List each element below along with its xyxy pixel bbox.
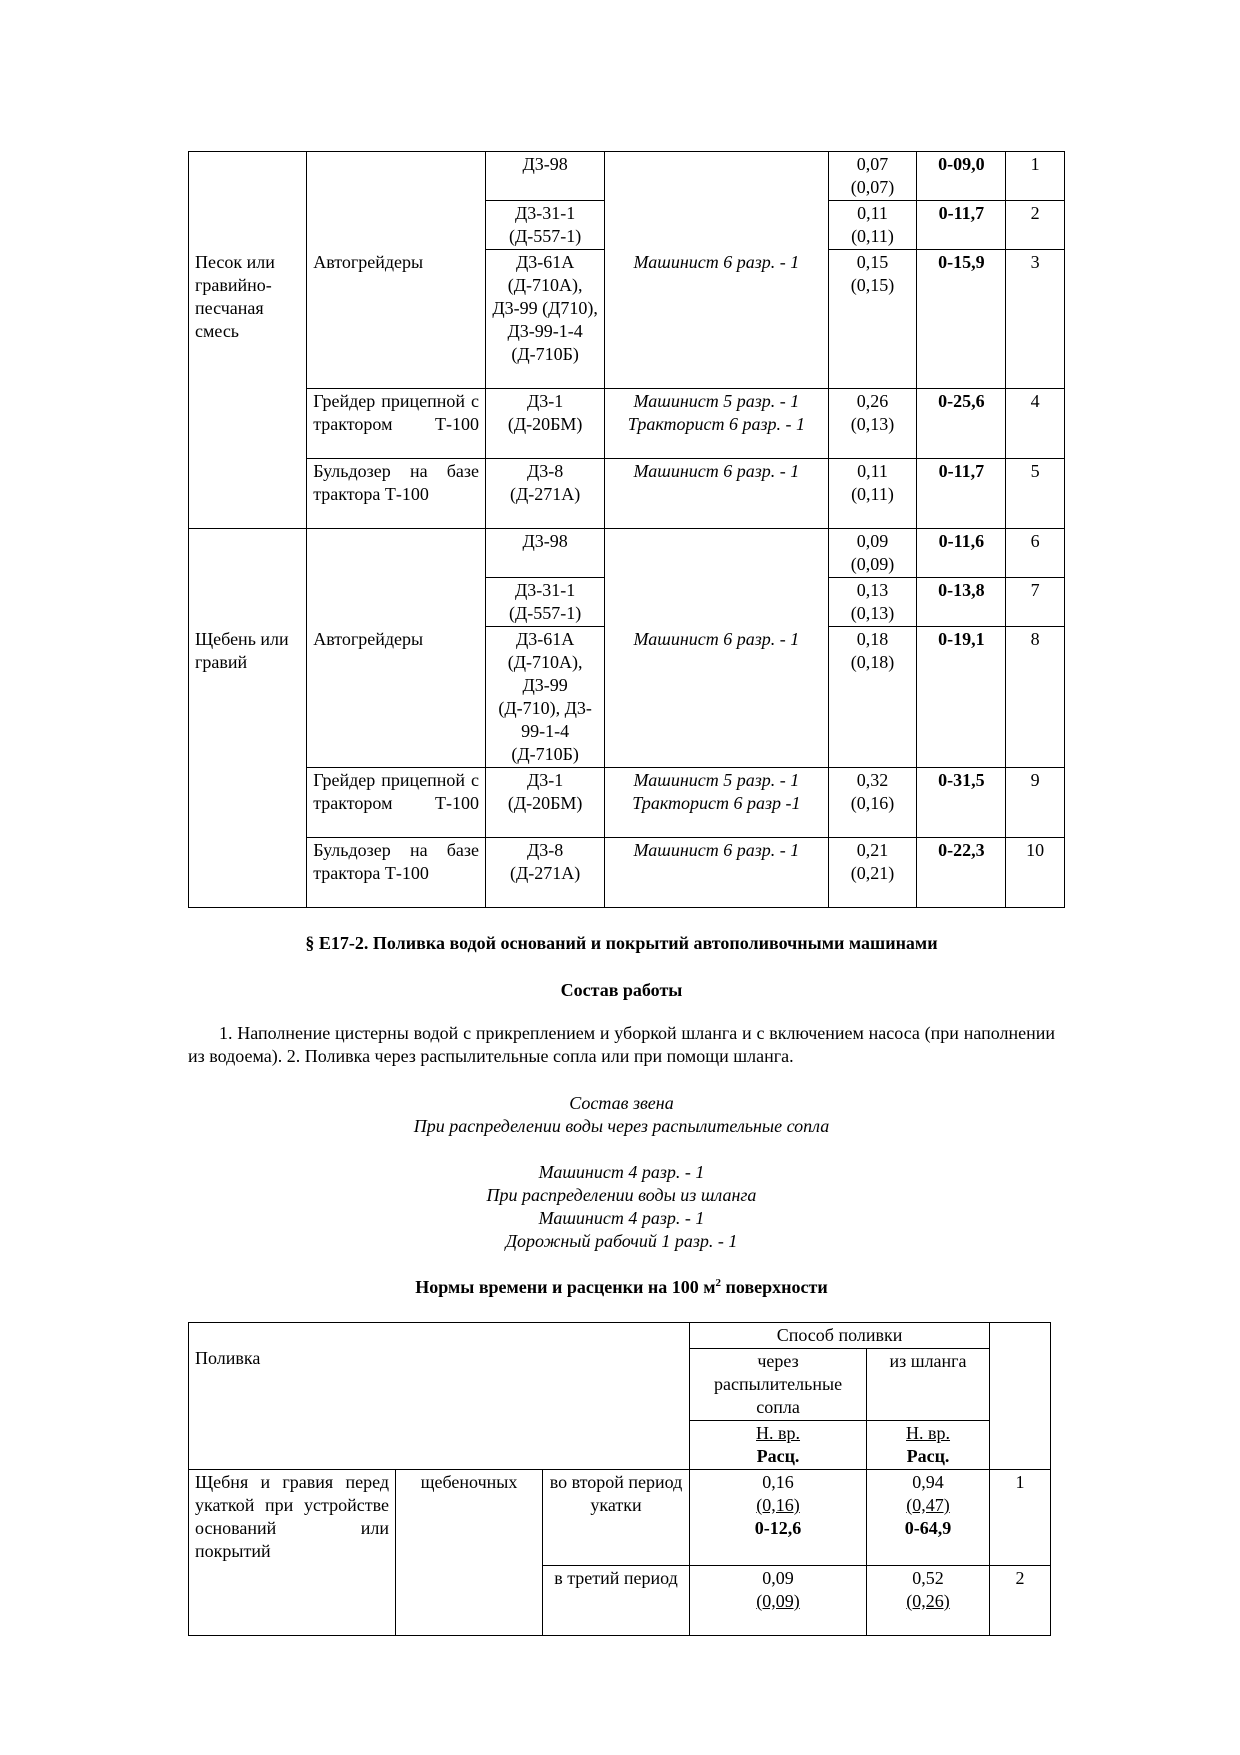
- brand-cell: Д3-61А (Д-710А), Д3-99 (Д710), Д3-99-1-4 (Д-710Б): [486, 250, 605, 389]
- crew-cell: Машинист 6 разр. - 1: [605, 627, 828, 768]
- price-cell: 0-22,3: [917, 838, 1006, 908]
- brand-cell: Д3-1 (Д-20БМ): [486, 768, 605, 838]
- material-cell: [189, 389, 307, 459]
- hvr-cell: 0,13 (0,13): [828, 578, 917, 627]
- crew-cell: [605, 201, 828, 250]
- table-row: [189, 1323, 1051, 1349]
- price-cell: 0-13,8: [917, 578, 1006, 627]
- hvr-cell: 0,18 (0,18): [828, 627, 917, 768]
- table-row: [189, 250, 1065, 389]
- brand-cell: Д3-8 (Д-271А): [486, 459, 605, 529]
- crew-cell: Машинист 6 разр. - 1: [605, 459, 828, 529]
- brand-cell: Д3-98: [486, 152, 605, 201]
- crew-heading: Состав звена: [569, 1093, 674, 1113]
- machine-cell: [307, 152, 486, 201]
- work-heading: Состав работы: [560, 980, 683, 1000]
- hvr-cell: 0,07 (0,07): [828, 152, 917, 201]
- method-2-header: из шланга: [867, 1349, 990, 1421]
- row-number: 5: [1006, 459, 1065, 529]
- crew-cell: Машинист 6 разр. - 1: [605, 838, 828, 908]
- table-row: [189, 459, 1065, 529]
- machine-cell: Бульдозер на базе трактора Т-100: [307, 838, 486, 908]
- price-cell: 0-11,7: [917, 459, 1006, 529]
- num-header: [990, 1323, 1051, 1470]
- price-cell: 0-11,6: [917, 529, 1006, 578]
- unit-header: Н. вр. Расц.: [690, 1421, 867, 1470]
- brand-cell: Д3-8 (Д-271А): [486, 838, 605, 908]
- material-cell: [189, 578, 307, 627]
- brand-cell: Д3-98: [486, 529, 605, 578]
- machine-cell: Грейдер прицепной с трактором Т-100: [307, 389, 486, 459]
- method-1-header: через распылительные сопла: [690, 1349, 867, 1421]
- crew-cell: [605, 152, 828, 201]
- material-cell: [189, 768, 307, 838]
- table-row: [189, 152, 1065, 201]
- price-cell: 0-09,0: [917, 152, 1006, 201]
- price-cell: 0-15,9: [917, 250, 1006, 389]
- hvr-cell: 0,21 (0,21): [828, 838, 917, 908]
- row-label: Щебня и гравия перед укаткой при устройстве оснований или покрытий: [189, 1470, 396, 1636]
- work-text: 1. Наполнение цистерны водой с прикреплением и уборкой шланга и с включением насоса (при наполнении из водоема). 2. Поливка через распылительные сопла или при помощи шланга.: [188, 1023, 1055, 1066]
- table-row: [189, 768, 1065, 838]
- hvr-cell: 0,11 (0,11): [828, 201, 917, 250]
- row-number: 7: [1006, 578, 1065, 627]
- row-type: щебеночных: [396, 1470, 543, 1636]
- material-cell: [189, 152, 307, 201]
- crew-line: При распределении воды из шланга: [486, 1185, 757, 1205]
- norms-heading: Нормы времени и расценки на 100 $м^2$ поверхности: [415, 1277, 828, 1297]
- method-2-value: 0,94 (0,47) 0-64,9: [867, 1470, 990, 1566]
- unit-header: Н. вр. Расц.: [867, 1421, 990, 1470]
- material-cell: [189, 459, 307, 529]
- crew-cell: Машинист 6 разр. - 1: [605, 250, 828, 389]
- table-row: [189, 529, 1065, 578]
- brand-cell: Д3-31-1 (Д-557-1): [486, 578, 605, 627]
- table-row: [189, 201, 1065, 250]
- brand-cell: Д3-61А (Д-710А), Д3-99 (Д-710), Д3-99-1-4 (Д-710Б): [486, 627, 605, 768]
- machine-cell: Бульдозер на базе трактора Т-100: [307, 459, 486, 529]
- row-number: 2: [990, 1566, 1051, 1636]
- method-1-value: 0,09 (0,09): [690, 1566, 867, 1636]
- row-number: 2: [1006, 201, 1065, 250]
- crew-cell: [605, 529, 828, 578]
- crew-line: Машинист 4 разр. - 1: [538, 1208, 705, 1228]
- row-number: 9: [1006, 768, 1065, 838]
- row-number: 1: [990, 1470, 1051, 1566]
- row-number: 1: [1006, 152, 1065, 201]
- machine-cell: Грейдер прицепной с трактором Т-100: [307, 768, 486, 838]
- price-cell: 0-19,1: [917, 627, 1006, 768]
- row-number: 10: [1006, 838, 1065, 908]
- hvr-cell: 0,32 (0,16): [828, 768, 917, 838]
- material-cell: [189, 838, 307, 908]
- brand-cell: Д3-1 (Д-20БМ): [486, 389, 605, 459]
- crew-line: При распределении воды через распылительные сопла: [413, 1116, 830, 1136]
- period-cell: во второй период укатки: [543, 1470, 690, 1566]
- crew-cell: [605, 578, 828, 627]
- material-cell: Щебень или гравий: [189, 627, 307, 768]
- row-number: 8: [1006, 627, 1065, 768]
- hvr-cell: 0,11 (0,11): [828, 459, 917, 529]
- price-cell: 0-25,6: [917, 389, 1006, 459]
- price-cell: 0-31,5: [917, 768, 1006, 838]
- crew-cell: Машинист 5 разр. - 1 Тракторист 6 разр. - 1: [605, 389, 828, 459]
- material-cell: [189, 201, 307, 250]
- brand-cell: Д3-31-1 (Д-557-1): [486, 201, 605, 250]
- table-row: [189, 627, 1065, 768]
- row-number: 4: [1006, 389, 1065, 459]
- crew-line: Дорожный рабочий 1 разр. - 1: [505, 1231, 738, 1251]
- machine-cell: [307, 529, 486, 578]
- price-cell: 0-11,7: [917, 201, 1006, 250]
- machine-cell: [307, 578, 486, 627]
- norms-table-2: [188, 1322, 1051, 1636]
- hvr-cell: 0,15 (0,15): [828, 250, 917, 389]
- hvr-cell: 0,26 (0,13): [828, 389, 917, 459]
- col-header: Поливка: [189, 1323, 690, 1470]
- table-row: [189, 389, 1065, 459]
- machine-cell: Автогрейдеры: [307, 250, 486, 389]
- machine-cell: Автогрейдеры: [307, 627, 486, 768]
- material-cell: [189, 529, 307, 578]
- row-number: 6: [1006, 529, 1065, 578]
- machine-cell: [307, 201, 486, 250]
- table-row: [189, 838, 1065, 908]
- norms-table-1: [188, 151, 1065, 908]
- section-title: § Е17-2. Поливка водой оснований и покрытий автополивочными машинами: [305, 933, 938, 953]
- method-1-value: 0,16 (0,16) 0-12,6: [690, 1470, 867, 1566]
- crew-line: Машинист 4 разр. - 1: [538, 1162, 705, 1182]
- crew-cell: Машинист 5 разр. - 1 Тракторист 6 разр -1: [605, 768, 828, 838]
- table-row: [189, 1470, 1051, 1566]
- table-row: [189, 578, 1065, 627]
- method-header: Способ поливки: [690, 1323, 990, 1349]
- method-2-value: 0,52 (0,26): [867, 1566, 990, 1636]
- row-number: 3: [1006, 250, 1065, 389]
- material-cell: Песок или гравийно-песчаная смесь: [189, 250, 307, 389]
- period-cell: в третий период: [543, 1566, 690, 1636]
- hvr-cell: 0,09 (0,09): [828, 529, 917, 578]
